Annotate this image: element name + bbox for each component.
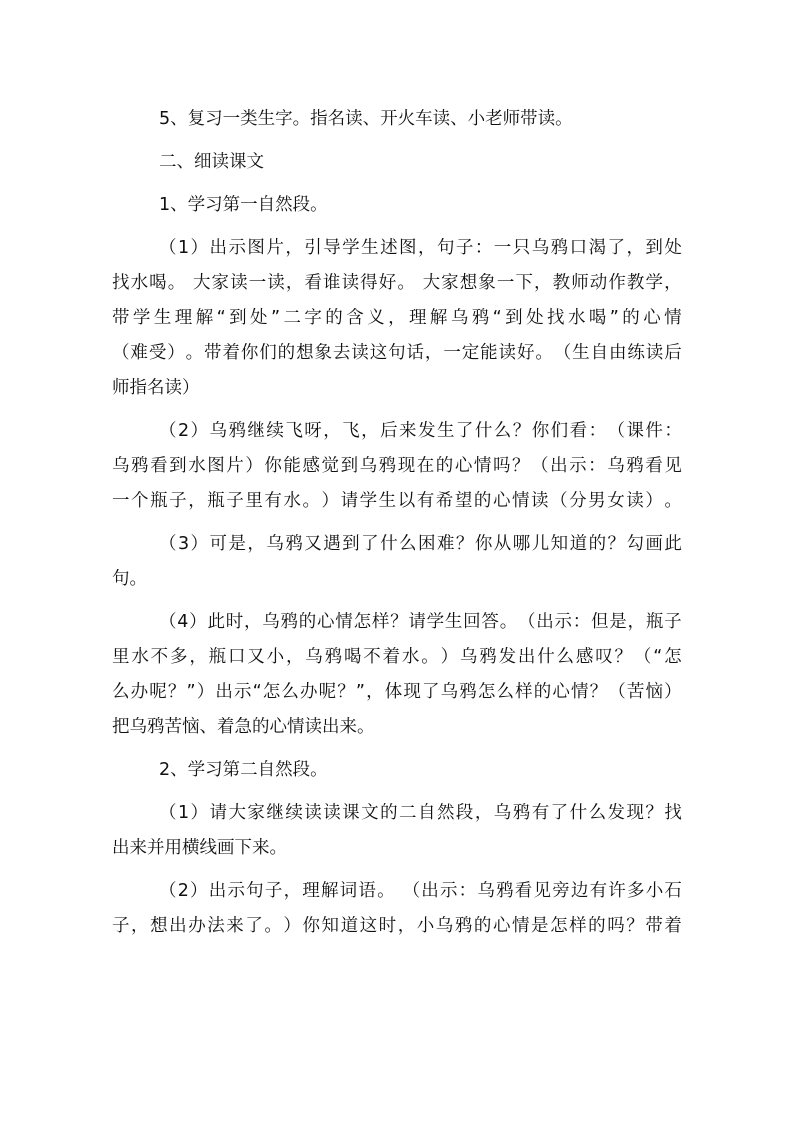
paragraph	[112, 605, 682, 745]
paragraph-line: 出来并用横线画下来。	[112, 838, 287, 858]
paragraph-line: 2、学习第二自然段。	[159, 760, 328, 780]
paragraph-line: 二、细读课文	[159, 152, 264, 172]
paragraph	[112, 414, 682, 519]
paragraph-line: 里 水 不 多 ， 瓶 口 又 小 ， 乌 鸦 喝 不 着 水 。 ） 乌 鸦 发 出 什 么 感 叹 ？ （ “ 怎	[112, 647, 682, 667]
paragraph-line: 找 水 喝 。 大 家 读 一 读 ， 看 谁 读 得 好 。 大 家 想 象 一 下 ， 教 师 动 作 教 学 ，	[112, 273, 682, 293]
paragraph-line: （ 1 ） 出 示 图 片 ， 引 导 学 生 述 图 ， 句 子 ： 一 只 乌 鸦 口 渴 了 ， 到 处	[159, 238, 682, 258]
paragraph	[112, 231, 682, 406]
paragraph	[112, 874, 682, 944]
paragraph-line: （ 2 ） 乌 鸦 继 续 飞 呀 ， 飞 ， 后 来 发 生 了 什 么 ？ 你 们 看 ： （ 课 件 ：	[159, 421, 682, 441]
paragraph-line: （ 1 ） 请 大 家 继 续 读 读 课 文 的 二 自 然 段 ， 乌 鸦 有 了 什 么 发 现 ？ 找	[159, 803, 682, 823]
paragraph	[112, 145, 682, 180]
paragraph-line: 乌 鸦 看 到 水 图 片 ） 你 能 感 觉 到 乌 鸦 现 在 的 心 情 吗 ？ （ 出 示 ： 乌 鸦 看 见	[112, 456, 682, 476]
paragraph-line: 1、学习第一自然段。	[159, 195, 328, 215]
paragraph-line: 一 个 瓶 子 ， 瓶 子 里 有 水 。 ） 请 学 生 以 有 希 望 的 心 情 读 （ 分 男 女 读 ） 。	[112, 491, 682, 511]
paragraph-line: （ 难 受 ） 。 带 着 你 们 的 想 象 去 读 这 句 话 ， 一 定 能 读 好 。 （ 生 自 由 练 读 后	[112, 343, 682, 363]
paragraph	[112, 527, 682, 597]
paragraph	[112, 796, 682, 866]
paragraph-line: 5、复习一类生字。指名读、开火车读、小老师带读。	[159, 109, 573, 129]
paragraph	[112, 753, 682, 788]
paragraph-line: 把乌鸦苦恼、着急的心情读出来。	[112, 717, 375, 737]
paragraph-line: 师指名读）	[112, 378, 200, 398]
paragraph-line: （ 2 ） 出 示 句 子 ， 理 解 词 语 。 （ 出 示 ： 乌 鸦 看 见 旁 边 有 许 多 小 石	[159, 881, 682, 901]
document-body	[112, 102, 682, 952]
paragraph-line: 带 学 生 理 解 “ 到 处 ” 二 字 的 含 义 ， 理 解 乌 鸦 “ 到 处 找 水 喝 ” 的 心 情	[112, 308, 682, 328]
paragraph	[112, 102, 682, 137]
paragraph-line: 子 ， 想 出 办 法 来 了 。 ） 你 知 道 这 时 ， 小 乌 鸦 的 心 情 是 怎 样 的 吗 ？ 带 着	[112, 916, 682, 936]
paragraph-line: 么 办 呢 ？ ” ） 出 示 “ 怎 么 办 呢 ？ ” ， 体 现 了 乌 鸦 怎 么 样 的 心 情 ？ （ 苦 恼 ）	[112, 682, 682, 702]
paragraph-line: （ 3 ） 可 是 ， 乌 鸦 又 遇 到 了 什 么 困 难 ？ 你 从 哪 儿 知 道 的 ？ 勾 画 此	[159, 534, 682, 554]
paragraph	[112, 188, 682, 223]
paragraph-line: （ 4 ） 此 时 ， 乌 鸦 的 心 情 怎 样 ？ 请 学 生 回 答 。 （ 出 示 ： 但 是 ， 瓶 子	[159, 612, 682, 632]
paragraph-line: 句。	[112, 569, 147, 589]
